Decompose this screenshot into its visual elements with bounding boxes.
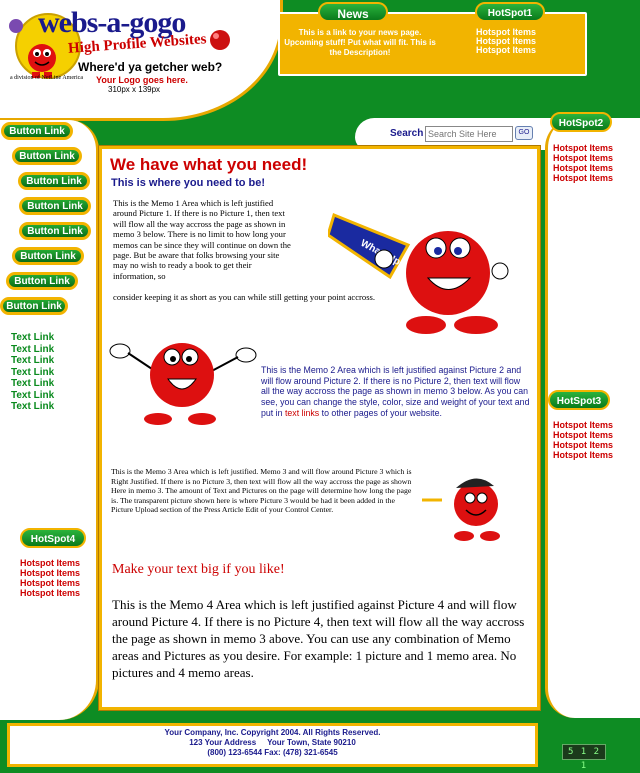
hotspot1-title[interactable]: HotSpot1: [475, 2, 545, 22]
nav-button-link[interactable]: Button Link: [1, 122, 73, 140]
nav-button-link[interactable]: Button Link: [6, 272, 78, 290]
memo4-text: This is the Memo 4 Area which is left justified against Picture 4 and will flow around Picture 4. If there is no Picture 4, then text will flow all the way accross the page as shown in memo 3 above. You can use any combination of Memo areas and Pictures as you desire. For example: 1 picture and 1 memo area. No pictures and 4 memo areas.: [112, 597, 525, 680]
hotspot3-item[interactable]: Hotspot Items: [553, 450, 614, 460]
hit-counter: 5 1 2 1: [562, 744, 606, 760]
memo2-text-part1: This is the Memo 2 Area which is left justified against Picture 2 and will flow around Picture 2. If there is no Picture 2, then text will flow all the way accross the page as shown in memo 3 below. As you can see, you can change the style, color, size and weight of your text and put in: [261, 365, 530, 418]
nav-button-link[interactable]: Button Link: [12, 247, 84, 265]
hotspot3-item[interactable]: Hotspot Items: [553, 420, 614, 430]
nav-button-link[interactable]: Button Link: [19, 222, 91, 240]
hotspot1-item[interactable]: Hotspot Items: [476, 36, 537, 46]
footer-address: 123 Your Address Your Town, State 90210: [189, 738, 356, 747]
search-input[interactable]: [425, 126, 513, 142]
picture2-mascot-waving: [106, 333, 261, 433]
footer-phone: (800) 123-6544 Fax: (478) 321-6545: [207, 748, 338, 757]
footer-text: [10, 728, 535, 758]
brand-name: webs-a-gogo: [38, 6, 186, 39]
hotspot4-item[interactable]: Hotspot Items: [20, 568, 81, 578]
nav-text-link[interactable]: Text Link: [11, 344, 55, 355]
nav-button-link[interactable]: Button Link: [0, 297, 68, 315]
nav-button-link[interactable]: Button Link: [12, 147, 82, 165]
news-title[interactable]: News: [318, 2, 388, 22]
big-text-heading: Make your text big if you like!: [112, 562, 285, 577]
logo-size-note: 310px x 139px: [108, 85, 161, 94]
hotspot3-title[interactable]: HotSpot3: [548, 390, 610, 410]
memo1-tail: consider keeping it as short as you can while still getting your point accross.: [113, 292, 376, 302]
hotspot4-item[interactable]: Hotspot Items: [20, 588, 81, 598]
search-label: Search: [390, 128, 424, 139]
nav-text-link[interactable]: Text Link: [11, 390, 55, 401]
hotspot3-item[interactable]: Hotspot Items: [553, 440, 614, 450]
hotspot2-item[interactable]: Hotspot Items: [553, 143, 614, 153]
hotspot2-item[interactable]: Hotspot Items: [553, 153, 614, 163]
footer-copyright: Your Company, Inc. Copyright 2004. All Rights Reserved.: [164, 728, 381, 737]
hotspot3-item[interactable]: Hotspot Items: [553, 430, 614, 440]
division-text: a division of NetLine America: [10, 75, 83, 81]
hotspot4-title[interactable]: HotSpot4: [20, 528, 86, 548]
nav-text-link[interactable]: Text Link: [11, 332, 55, 343]
hotspot3-list: [553, 420, 613, 460]
page-heading: We have what you need!: [110, 155, 308, 174]
nav-text-link[interactable]: Text Link: [11, 378, 55, 389]
hotspot4-item[interactable]: Hotspot Items: [20, 578, 81, 588]
hotspot1-item[interactable]: Hotspot Items: [476, 45, 537, 55]
logo[interactable]: [8, 8, 268, 108]
memo3-text: This is the Memo 3 Area which is left justified. Memo 3 and will flow around Picture 3 which is Right Justified. If there is no Picture 3, then text will flow all the way accross the page as shown Here in memo 3. The amount of Text and Pictures on the page will determine how long the page is. The transparent picture shown here is where Picture 3 would be had it been added in the Picture Upload section of the Press Article Edit of your Control Center.: [111, 467, 412, 515]
hotspot1-item[interactable]: Hotspot Items: [476, 27, 537, 37]
nav-text-link[interactable]: Text Link: [11, 367, 55, 378]
right-hotspot-panel: [545, 118, 640, 718]
slogan: Where'd ya getcher web?: [78, 60, 223, 74]
memo2-text-part2: to other pages of your website.: [319, 407, 442, 418]
hotspot2-item[interactable]: Hotspot Items: [553, 173, 614, 183]
memo2-text-link[interactable]: text links: [284, 407, 320, 418]
hotspot4-list: [20, 558, 80, 598]
nav-text-link[interactable]: Text Link: [11, 401, 55, 412]
nav-button-link[interactable]: Button Link: [18, 172, 90, 190]
hotspot2-title[interactable]: HotSpot2: [550, 112, 612, 132]
picture3-mascot-small: [418, 470, 510, 546]
picture1-mascot-megaphone: [328, 193, 518, 335]
ball-icon: [208, 28, 232, 52]
hotspot4-item[interactable]: Hotspot Items: [20, 558, 81, 568]
search-go-button[interactable]: GO: [515, 126, 533, 140]
memo2-text: [261, 365, 531, 419]
hotspot1-list: [476, 28, 536, 55]
hotspot2-item[interactable]: Hotspot Items: [553, 163, 614, 173]
hotspot2-list: [553, 143, 613, 183]
brand-tagline: High Profile Websites: [67, 31, 207, 57]
page-subheading: This is where you need to be!: [111, 177, 266, 189]
logo-note: Your Logo goes here.: [96, 75, 188, 85]
nav-text-link[interactable]: Text Link: [11, 355, 55, 366]
memo1-text: This is the Memo 1 Area which is left justified around Picture 1. If there is no Picture 1, then text will flow all the way accross the page as shown in memo 3 below. There is no limit to how long your memos can be since they will continue on down the page. But be aware that folks browsing your site may no wish to ready a book to get their information, so: [113, 198, 291, 281]
nav-button-link[interactable]: Button Link: [19, 197, 91, 215]
news-description[interactable]: This is a link to your news page. Upcoming stuff! Put what will fit. This is the Description!: [284, 28, 436, 57]
